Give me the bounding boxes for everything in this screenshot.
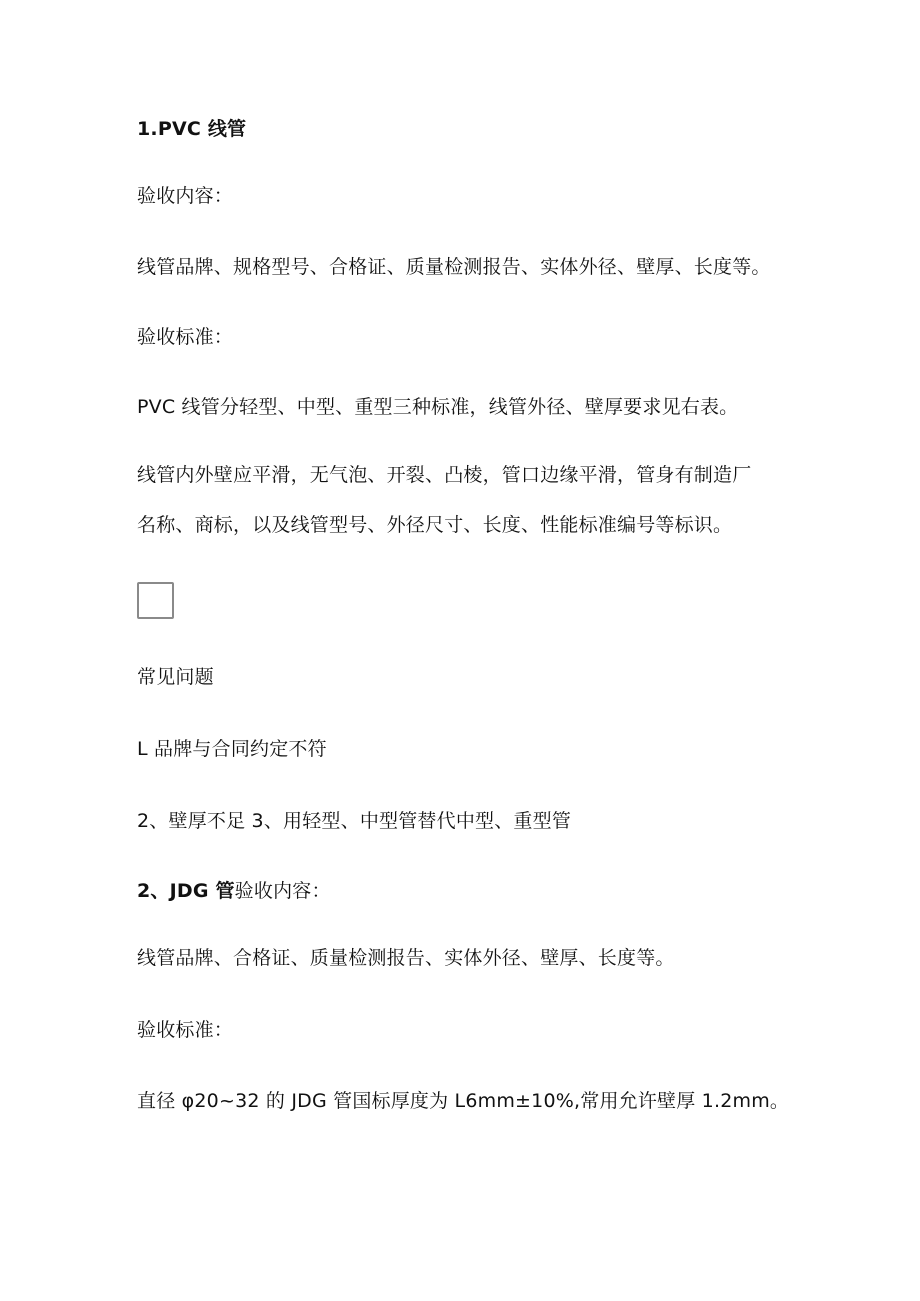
section-2-content-text: 线管品牌、合格证、质量检测报告、实体外径、壁厚、长度等。 <box>137 947 675 969</box>
image-placeholder <box>137 582 174 619</box>
section-2-heading-bold: 2、JDG 管 <box>137 880 235 902</box>
section-1-standard-text: PVC 线管分轻型、中型、重型三种标准，线管外径、壁厚要求见右表。 <box>137 396 739 418</box>
section-1-content-label: 验收内容： <box>137 185 234 207</box>
section-1-wall-text-line-1: 线管内外壁应平滑，无气泡、开裂、凸棱，管口边缘平滑，管身有制造厂 <box>137 464 752 486</box>
section-2-standard-text: 直径 φ20~32 的 JDG 管国标厚度为 L6mm±10%,常用允许壁厚 1.2mm。 <box>137 1090 790 1112</box>
section-1-heading: 1.PVC 线管 <box>137 118 247 140</box>
section-1-issue-2-3: 2、壁厚不足 3、用轻型、中型管替代中型、重型管 <box>137 810 572 832</box>
section-2-heading <box>137 878 331 904</box>
section-1-standard-label: 验收标准： <box>137 326 234 348</box>
section-2-standard-label: 验收标准： <box>137 1019 234 1041</box>
section-1-content-text: 线管品牌、规格型号、合格证、质量检测报告、实体外径、壁厚、长度等。 <box>137 256 771 278</box>
section-1-issues-label: 常见问题 <box>137 666 214 688</box>
section-2-heading-rest: 验收内容： <box>234 880 331 902</box>
section-1-issue-1: L 品牌与合同约定不符 <box>137 738 327 760</box>
section-1-wall-text-line-2: 名称、商标，以及线管型号、外径尺寸、长度、性能标准编号等标识。 <box>137 514 733 536</box>
